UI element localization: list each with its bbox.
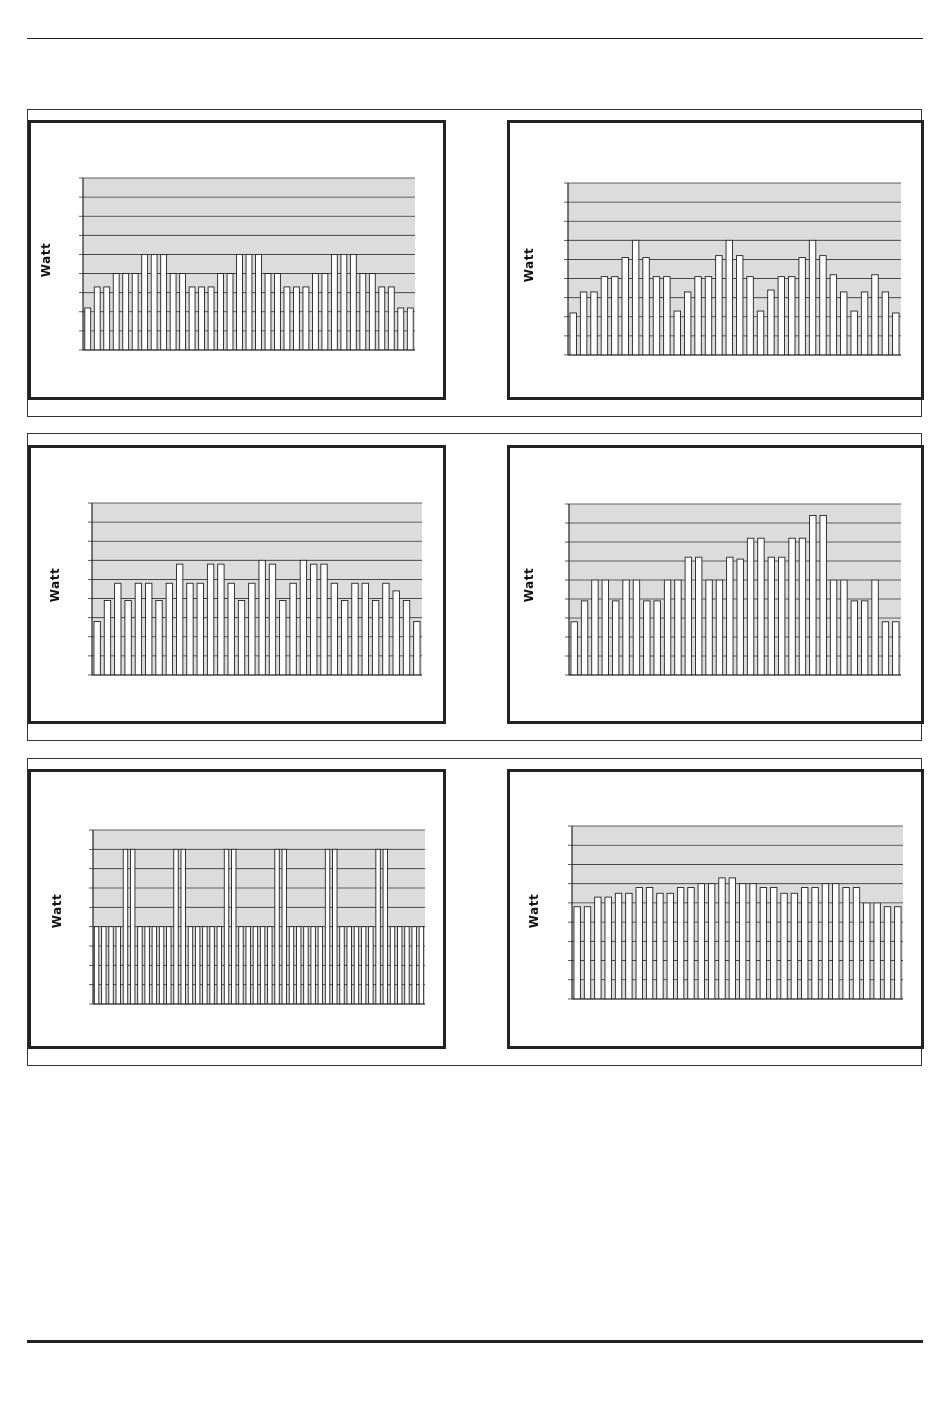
bar-chart-6	[510, 772, 921, 1046]
bar	[747, 538, 753, 675]
bar	[893, 313, 899, 355]
bar	[311, 927, 315, 1004]
bar	[249, 583, 255, 675]
bar	[688, 888, 694, 999]
bar	[667, 893, 673, 999]
bar	[94, 621, 100, 675]
bar	[737, 559, 743, 675]
bar	[895, 907, 901, 999]
bar	[104, 600, 110, 675]
bar	[188, 927, 192, 1004]
bar	[757, 311, 763, 355]
bar	[739, 884, 745, 999]
bar	[354, 927, 358, 1004]
bar	[293, 287, 299, 350]
bar	[176, 564, 182, 675]
bar	[333, 849, 337, 1004]
bar	[300, 560, 306, 675]
bar	[393, 591, 399, 675]
bar	[174, 849, 178, 1004]
y-axis-label: Watt	[39, 242, 54, 278]
bar	[347, 927, 351, 1004]
bar	[312, 274, 318, 350]
bar	[874, 903, 880, 999]
bar	[197, 583, 203, 675]
bar	[781, 893, 787, 999]
bottom-rule	[27, 1340, 923, 1343]
bar	[571, 622, 577, 675]
bar	[833, 884, 839, 999]
bar	[812, 888, 818, 999]
y-axis-label: Watt	[48, 567, 63, 603]
bar	[256, 254, 262, 350]
bar	[882, 622, 888, 675]
bar	[379, 287, 385, 350]
bar	[664, 580, 670, 675]
bar	[778, 557, 784, 675]
bar	[115, 583, 121, 675]
bar	[799, 538, 805, 675]
bar	[605, 897, 611, 999]
bar	[853, 888, 859, 999]
bar	[296, 927, 300, 1004]
bar	[407, 308, 413, 350]
bar	[304, 927, 308, 1004]
bar	[340, 927, 344, 1004]
bar	[419, 927, 423, 1004]
bar	[864, 903, 870, 999]
bar	[830, 580, 836, 675]
bar	[412, 927, 416, 1004]
bar	[601, 277, 607, 355]
bar	[362, 583, 368, 675]
bar	[203, 927, 207, 1004]
bar	[820, 256, 826, 355]
bar	[207, 564, 213, 675]
bar	[398, 308, 404, 350]
bar	[716, 256, 722, 355]
bar	[636, 888, 642, 999]
bar	[125, 600, 131, 675]
bar	[218, 564, 224, 675]
bar	[802, 888, 808, 999]
bar	[260, 927, 264, 1004]
bar	[602, 580, 608, 675]
plot-area	[93, 830, 425, 1004]
bar	[719, 878, 725, 999]
bar	[653, 277, 659, 355]
bar	[884, 907, 890, 999]
bar	[94, 927, 98, 1004]
bar	[123, 849, 127, 1004]
bar	[372, 600, 378, 675]
bar	[747, 277, 753, 355]
bar	[632, 240, 638, 355]
bar	[727, 557, 733, 675]
chart-panel-2	[507, 120, 924, 400]
bar	[882, 292, 888, 355]
bar	[189, 287, 195, 350]
bar	[809, 240, 815, 355]
bar	[644, 601, 650, 675]
bar	[851, 601, 857, 675]
chart-panel-6	[507, 769, 924, 1049]
bar	[290, 583, 296, 675]
bar	[657, 893, 663, 999]
bar	[275, 274, 281, 350]
bar	[228, 583, 234, 675]
bar	[872, 580, 878, 675]
chart-panel-4	[507, 445, 924, 724]
bar	[414, 621, 420, 675]
bar	[94, 287, 100, 350]
bar	[383, 583, 389, 675]
bar	[159, 927, 163, 1004]
bar	[259, 560, 265, 675]
bar	[151, 254, 157, 350]
bar	[654, 601, 660, 675]
bar	[284, 287, 290, 350]
chart-panel-1	[28, 120, 446, 400]
bar	[280, 600, 286, 675]
bar	[622, 258, 628, 355]
bar	[217, 927, 221, 1004]
bar	[595, 897, 601, 999]
bar	[612, 601, 618, 675]
bar	[760, 888, 766, 999]
bar	[227, 274, 233, 350]
bar	[246, 254, 252, 350]
bar	[789, 277, 795, 355]
bar	[341, 600, 347, 675]
bar	[695, 277, 701, 355]
bar	[210, 927, 214, 1004]
bar	[275, 849, 279, 1004]
bar	[142, 254, 148, 350]
bar	[581, 601, 587, 675]
bar	[102, 927, 106, 1004]
bar-chart-4	[510, 448, 921, 721]
bar	[771, 888, 777, 999]
bar	[716, 580, 722, 675]
bar	[675, 580, 681, 675]
bar	[841, 580, 847, 675]
bar	[822, 884, 828, 999]
bar	[633, 580, 639, 675]
bar	[321, 564, 327, 675]
bar	[208, 287, 214, 350]
bar	[289, 927, 293, 1004]
bar	[390, 927, 394, 1004]
y-axis-label: Watt	[522, 247, 537, 283]
bar	[405, 927, 409, 1004]
bar	[584, 907, 590, 999]
bar	[706, 580, 712, 675]
bar	[685, 557, 691, 675]
bar	[265, 274, 271, 350]
bar	[398, 927, 402, 1004]
bar	[109, 927, 113, 1004]
bar	[331, 583, 337, 675]
bar	[643, 258, 649, 355]
bar	[843, 888, 849, 999]
bar	[195, 927, 199, 1004]
bar	[736, 256, 742, 355]
bar-chart-5	[31, 772, 443, 1046]
bar	[388, 287, 394, 350]
bar	[352, 583, 358, 675]
bar	[403, 600, 409, 675]
bar	[360, 274, 366, 350]
bar-chart-1	[31, 123, 443, 397]
bar	[350, 254, 356, 350]
bar	[615, 893, 621, 999]
bar	[893, 622, 899, 675]
bar	[383, 849, 387, 1004]
bar	[570, 313, 576, 355]
bar	[580, 292, 586, 355]
bar	[246, 927, 250, 1004]
bar	[113, 274, 119, 350]
bar	[861, 601, 867, 675]
bar	[778, 277, 784, 355]
bar	[677, 888, 683, 999]
bar	[750, 884, 756, 999]
bar	[156, 600, 162, 675]
bar	[232, 849, 236, 1004]
bar	[116, 927, 120, 1004]
bar	[167, 927, 171, 1004]
bar	[768, 290, 774, 355]
bar	[729, 878, 735, 999]
bar	[322, 274, 328, 350]
bar	[664, 277, 670, 355]
bar	[152, 927, 156, 1004]
bar	[104, 287, 110, 350]
bar	[218, 274, 224, 350]
bar	[872, 275, 878, 355]
bar	[341, 254, 347, 350]
bar	[612, 277, 618, 355]
bar	[768, 557, 774, 675]
bar	[239, 927, 243, 1004]
bar	[325, 849, 329, 1004]
bar	[181, 849, 185, 1004]
bar	[830, 275, 836, 355]
bar	[269, 564, 275, 675]
bar	[705, 277, 711, 355]
bar	[592, 580, 598, 675]
bar	[318, 927, 322, 1004]
bar	[238, 600, 244, 675]
bar	[331, 254, 337, 350]
bar	[237, 254, 243, 350]
bar	[85, 308, 91, 350]
y-axis-label: Watt	[50, 893, 65, 929]
bar	[820, 515, 826, 675]
bar	[161, 254, 167, 350]
bar	[311, 564, 317, 675]
bar	[224, 849, 228, 1004]
bar	[841, 292, 847, 355]
bar	[132, 274, 138, 350]
bar	[674, 311, 680, 355]
bar	[123, 274, 129, 350]
bar	[810, 515, 816, 675]
y-axis-label: Watt	[522, 567, 537, 603]
bar	[799, 258, 805, 355]
bar	[376, 849, 380, 1004]
bar	[145, 927, 149, 1004]
bar	[369, 927, 373, 1004]
bar	[369, 274, 375, 350]
bar	[789, 538, 795, 675]
bar	[253, 927, 257, 1004]
bar	[138, 927, 142, 1004]
bar	[135, 583, 141, 675]
bar	[166, 583, 172, 675]
bar	[626, 893, 632, 999]
bar-chart-3	[31, 448, 443, 721]
top-rule	[27, 38, 923, 39]
chart-panel-3	[28, 445, 446, 724]
bar	[187, 583, 193, 675]
bar	[130, 849, 134, 1004]
chart-panel-5	[28, 769, 446, 1049]
bar	[623, 580, 629, 675]
bar	[268, 927, 272, 1004]
bar	[170, 274, 176, 350]
bar	[861, 292, 867, 355]
bar	[851, 311, 857, 355]
bar	[574, 907, 580, 999]
bar	[146, 583, 152, 675]
bar	[695, 557, 701, 675]
bar	[708, 884, 714, 999]
bar	[361, 927, 365, 1004]
bar	[199, 287, 205, 350]
bar	[726, 240, 732, 355]
bar	[282, 849, 286, 1004]
bar	[591, 292, 597, 355]
bar	[180, 274, 186, 350]
bar	[758, 538, 764, 675]
bar	[303, 287, 309, 350]
bar-chart-2	[510, 123, 921, 397]
y-axis-label: Watt	[527, 893, 542, 929]
bar	[791, 893, 797, 999]
bar	[698, 884, 704, 999]
bar	[646, 888, 652, 999]
bar	[684, 292, 690, 355]
